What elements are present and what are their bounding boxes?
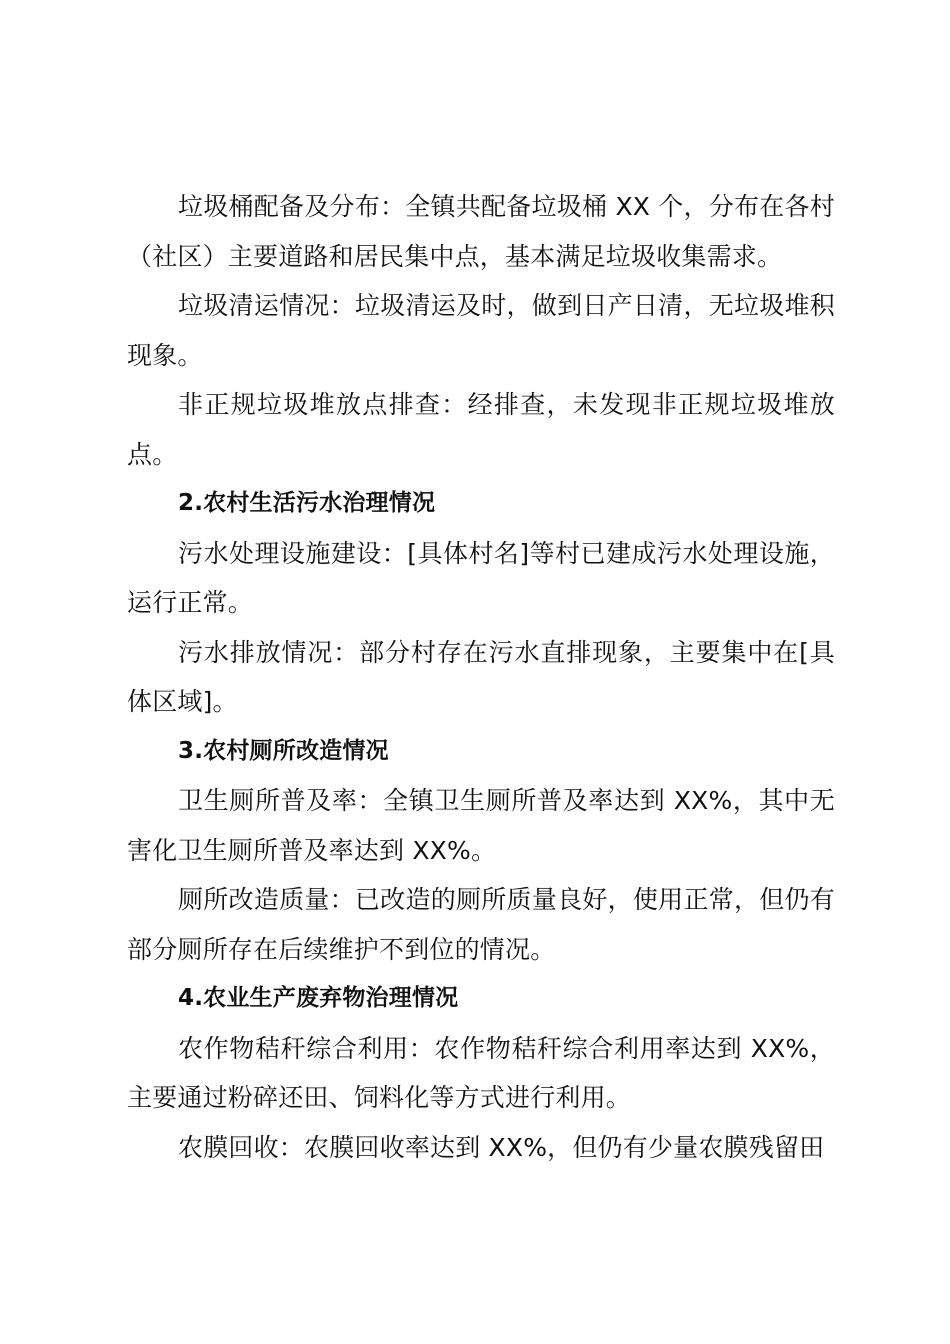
paragraph-straw-utilization: 农作物秸秆综合利用：农作物秸秆综合利用率达到 XX%，主要通过粉碎还田、饲料化等方式进行利用。 (127, 1033, 835, 1112)
section-heading-toilets: 3.农村厕所改造情况 (178, 737, 389, 764)
paragraph-sewage-discharge: 污水排放情况：部分村存在污水直排现象，主要集中在[具体区域]。 (127, 637, 835, 716)
paragraph-sewage-facilities: 污水处理设施建设：[具体村名]等村已建成污水处理设施，运行正常。 (127, 538, 835, 617)
paragraph-trash-bins: 垃圾桶配备及分布：全镇共配备垃圾桶 XX 个，分布在各村（社区）主要道路和居民集中点，基本满足垃圾收集需求。 (127, 192, 835, 271)
paragraph-film-recycling: 农膜回收：农膜回收率达到 XX%，但仍有少量农膜残留田 (178, 1132, 825, 1162)
section-heading-sewage: 2.农村生活污水治理情况 (178, 490, 436, 516)
paragraph-toilet-quality: 厕所改造质量：已改造的厕所质量良好，使用正常，但仍有部分厕所存在后续维护不到位的情况。 (127, 885, 835, 964)
paragraph-toilet-coverage: 卫生厕所普及率：全镇卫生厕所普及率达到 XX%，其中无害化卫生厕所普及率达到 XX%。 (127, 786, 835, 865)
paragraph-dump-site-check: 非正规垃圾堆放点排查：经排查，未发现非正规垃圾堆放点。 (127, 390, 835, 469)
section-heading-agri-waste: 4.农业生产废弃物治理情况 (178, 985, 459, 1011)
document-body (127, 182, 835, 1172)
paragraph-trash-collection: 垃圾清运情况：垃圾清运及时，做到日产日清，无垃圾堆积现象。 (127, 291, 835, 370)
